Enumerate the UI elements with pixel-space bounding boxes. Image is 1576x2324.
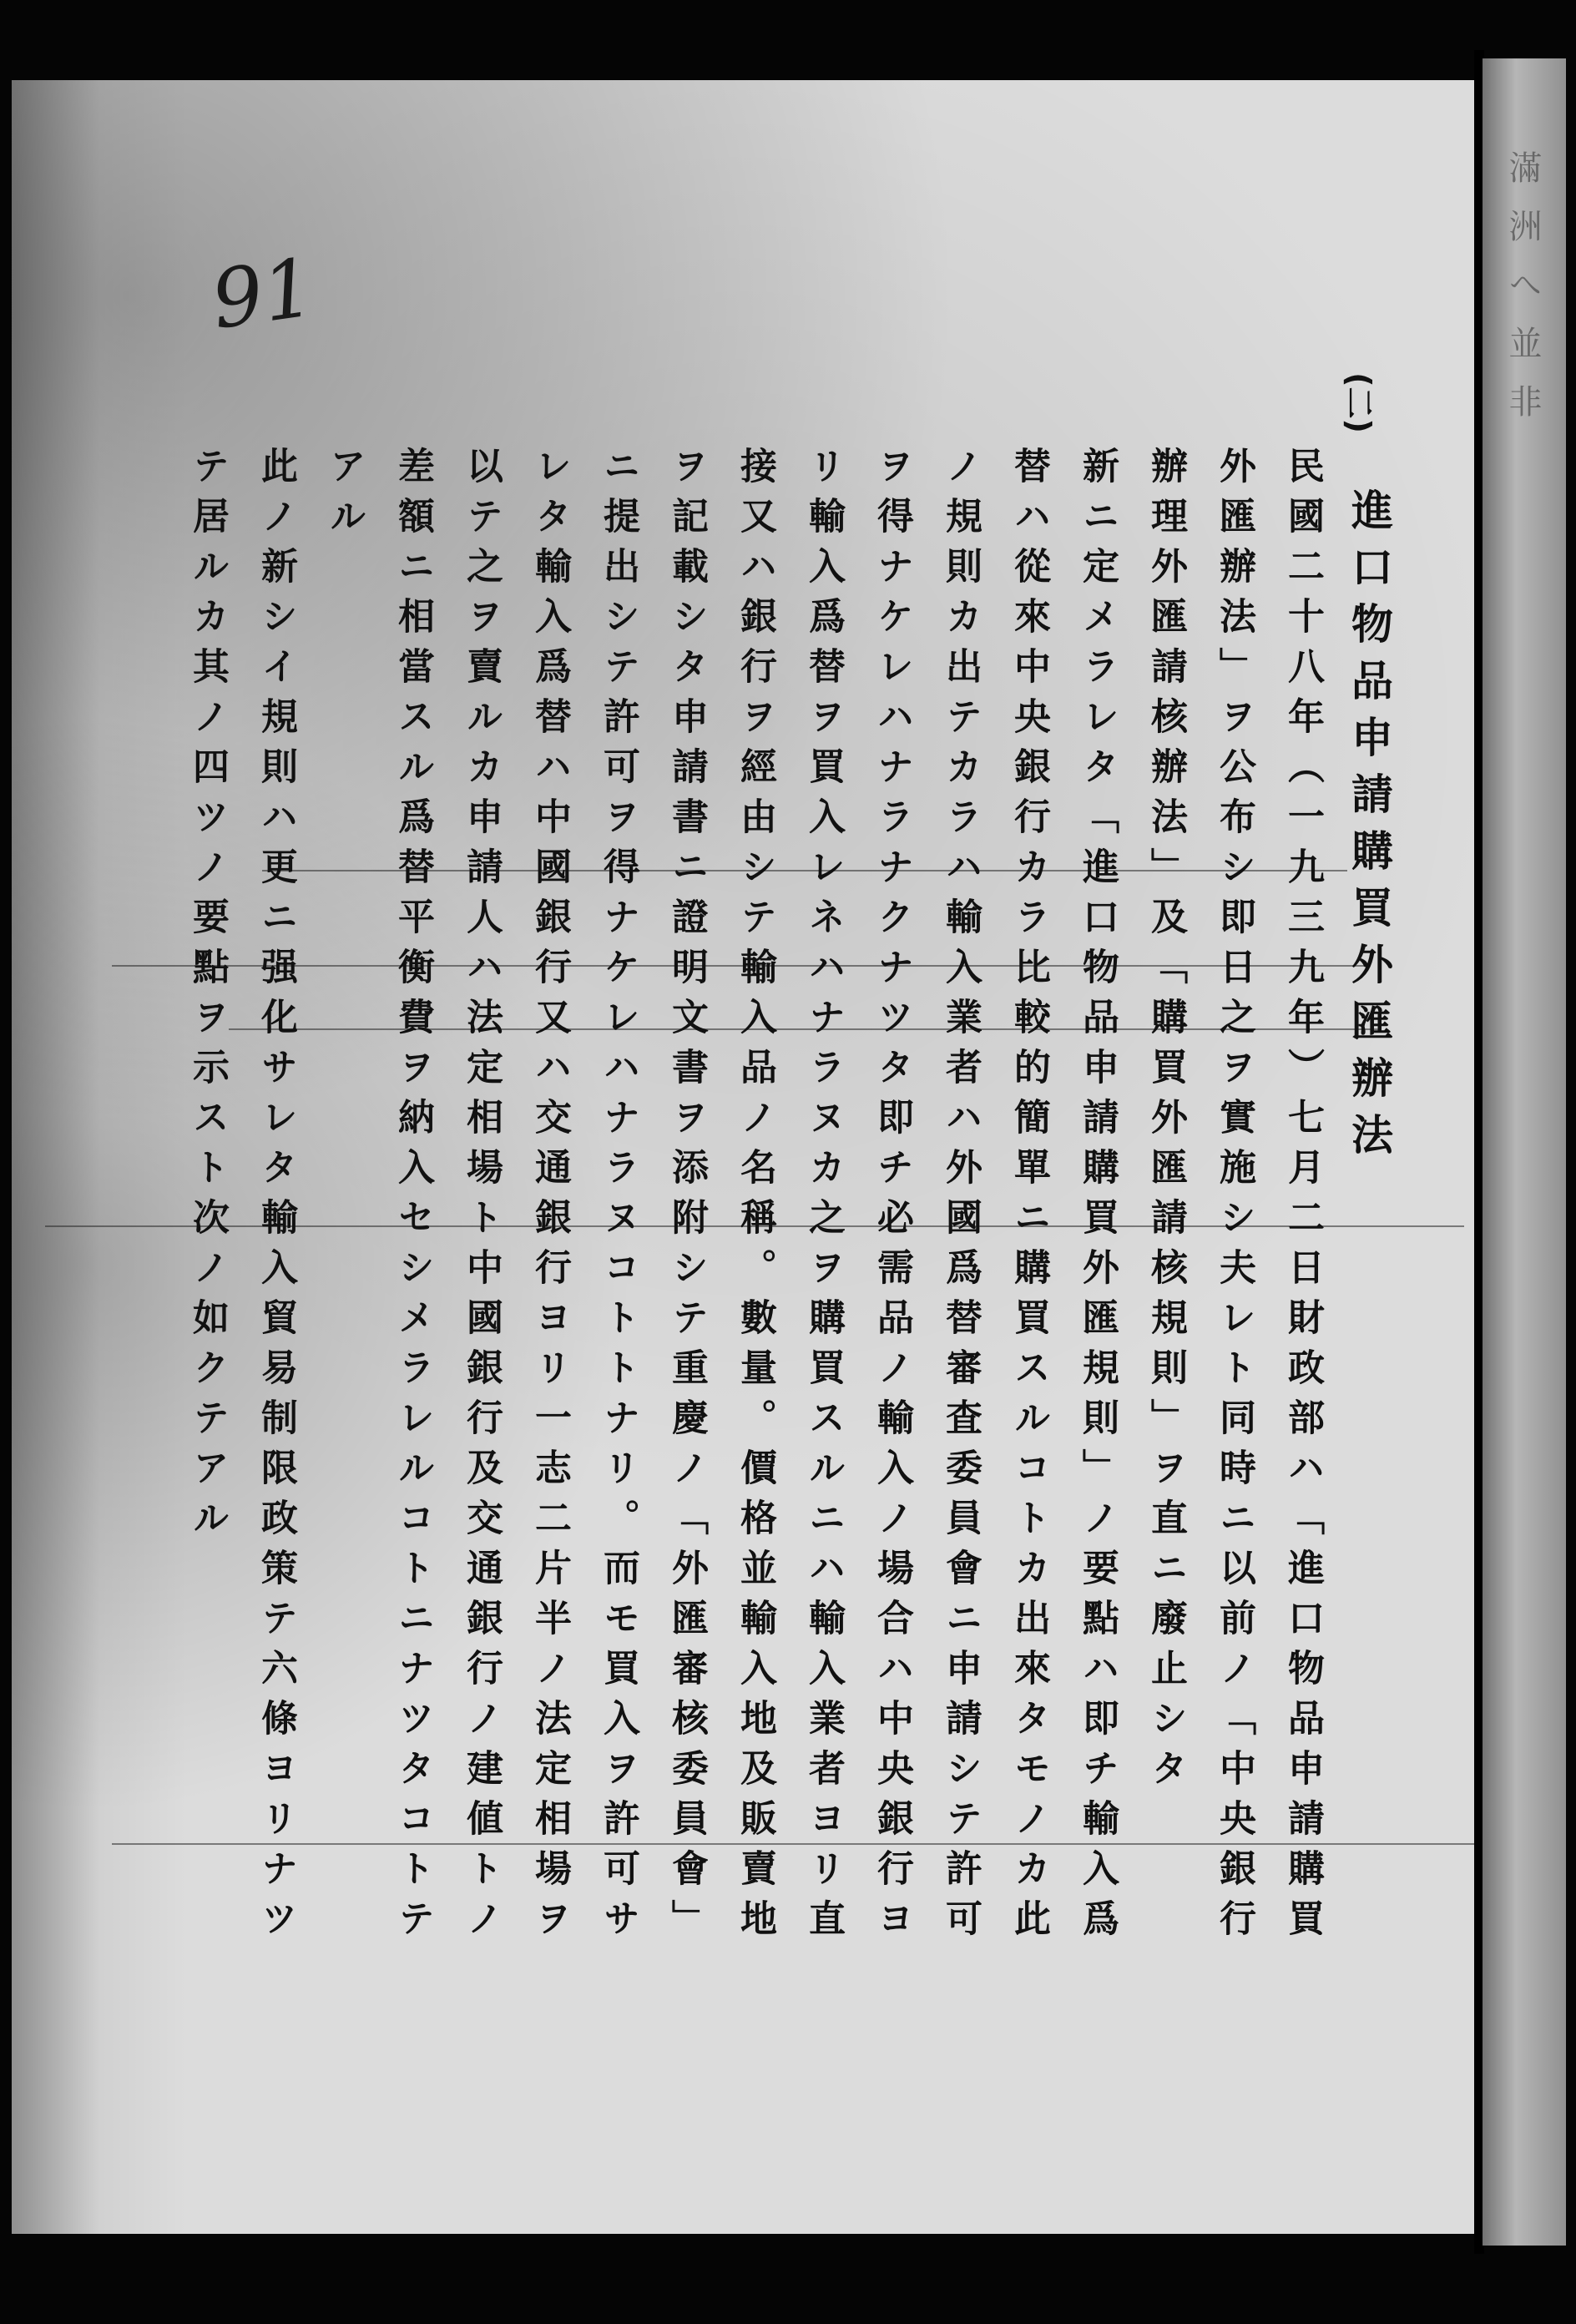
text-column: 差額ニ相當スル爲替平衡費ヲ納入セシメラレルコトニナツタコトテ [391,447,434,1949]
text-column: 此ノ新シイ規則ハ更ニ强化サレタ輸入貿易制限政策テ六條ヨリナツ [255,447,297,1949]
text-column: 民國二十八年（一九三九年）七月二日財政部ハ「進口物品申請購買 [1281,447,1324,1949]
adjacent-page-edge [1483,58,1566,2246]
text-column: レタ輸入爲替ハ中國銀行又ハ交通銀行ヨリ一志二片半ノ法定相場ヲ [528,447,571,1949]
text-column: ヲ得ナケレハナラナクナツタ即チ必需品ノ輸入ノ場合ハ中央銀行ヨ [871,447,913,1949]
text-column: 接又ハ銀行ヲ經由シテ輸入品ノ名稱。數量。價格並輸入地及販賣地 [734,447,776,1949]
text-column: 以テ之ヲ賣ルカ申請人ハ法定相場ト中國銀行及交通銀行ノ建値トノ [460,447,503,1949]
text-column: 外匯辦法」ヲ公布シ即日之ヲ實施シ夫レト同時ニ以前ノ「中央銀行 [1213,447,1255,1949]
text-column: ノ規則カ出テカラハ輸入業者ハ外國爲替審査委員會ニ申請シテ許可 [939,447,982,1949]
text-column: 新ニ定メラレタ「進口物品申請購買外匯規則」ノ要點ハ即チ輸入爲 [1076,447,1119,1949]
page-number: 91 [205,240,321,347]
text-column: リ輸入爲替ヲ買入レネハナラヌカ之ヲ購買スルニハ輸入業者ヨリ直 [802,447,845,1949]
section-title: 進口物品申請購買外匯辦法 [1345,488,1393,1170]
text-column: 辦理外匯請核辦法」及「購買外匯請核規則」ヲ直ニ廢止シタ [1144,447,1187,1799]
adjacent-page-text: 滿洲へ並非 [1503,150,1542,442]
text-column: ニ提出シテ許可ヲ得ナケレハナラヌコトトナリ。而モ買入ヲ許可サ [597,447,639,1949]
text-column: 替ハ從來中央銀行カラ比較的簡單ニ購買スルコトカ出來タモノカ此 [1008,447,1050,1949]
text-column: ヲ記載シタ申請書ニ證明文書ヲ添附シテ重慶ノ「外匯審核委員會」 [665,447,708,1949]
text-column: テ居ルカ其ノ四ツノ要點ヲ示スト次ノ如クテアル [186,447,229,1548]
section-marker: (二) [1340,372,1377,433]
rule-line [112,1843,1476,1845]
text-column: アル [323,447,366,547]
